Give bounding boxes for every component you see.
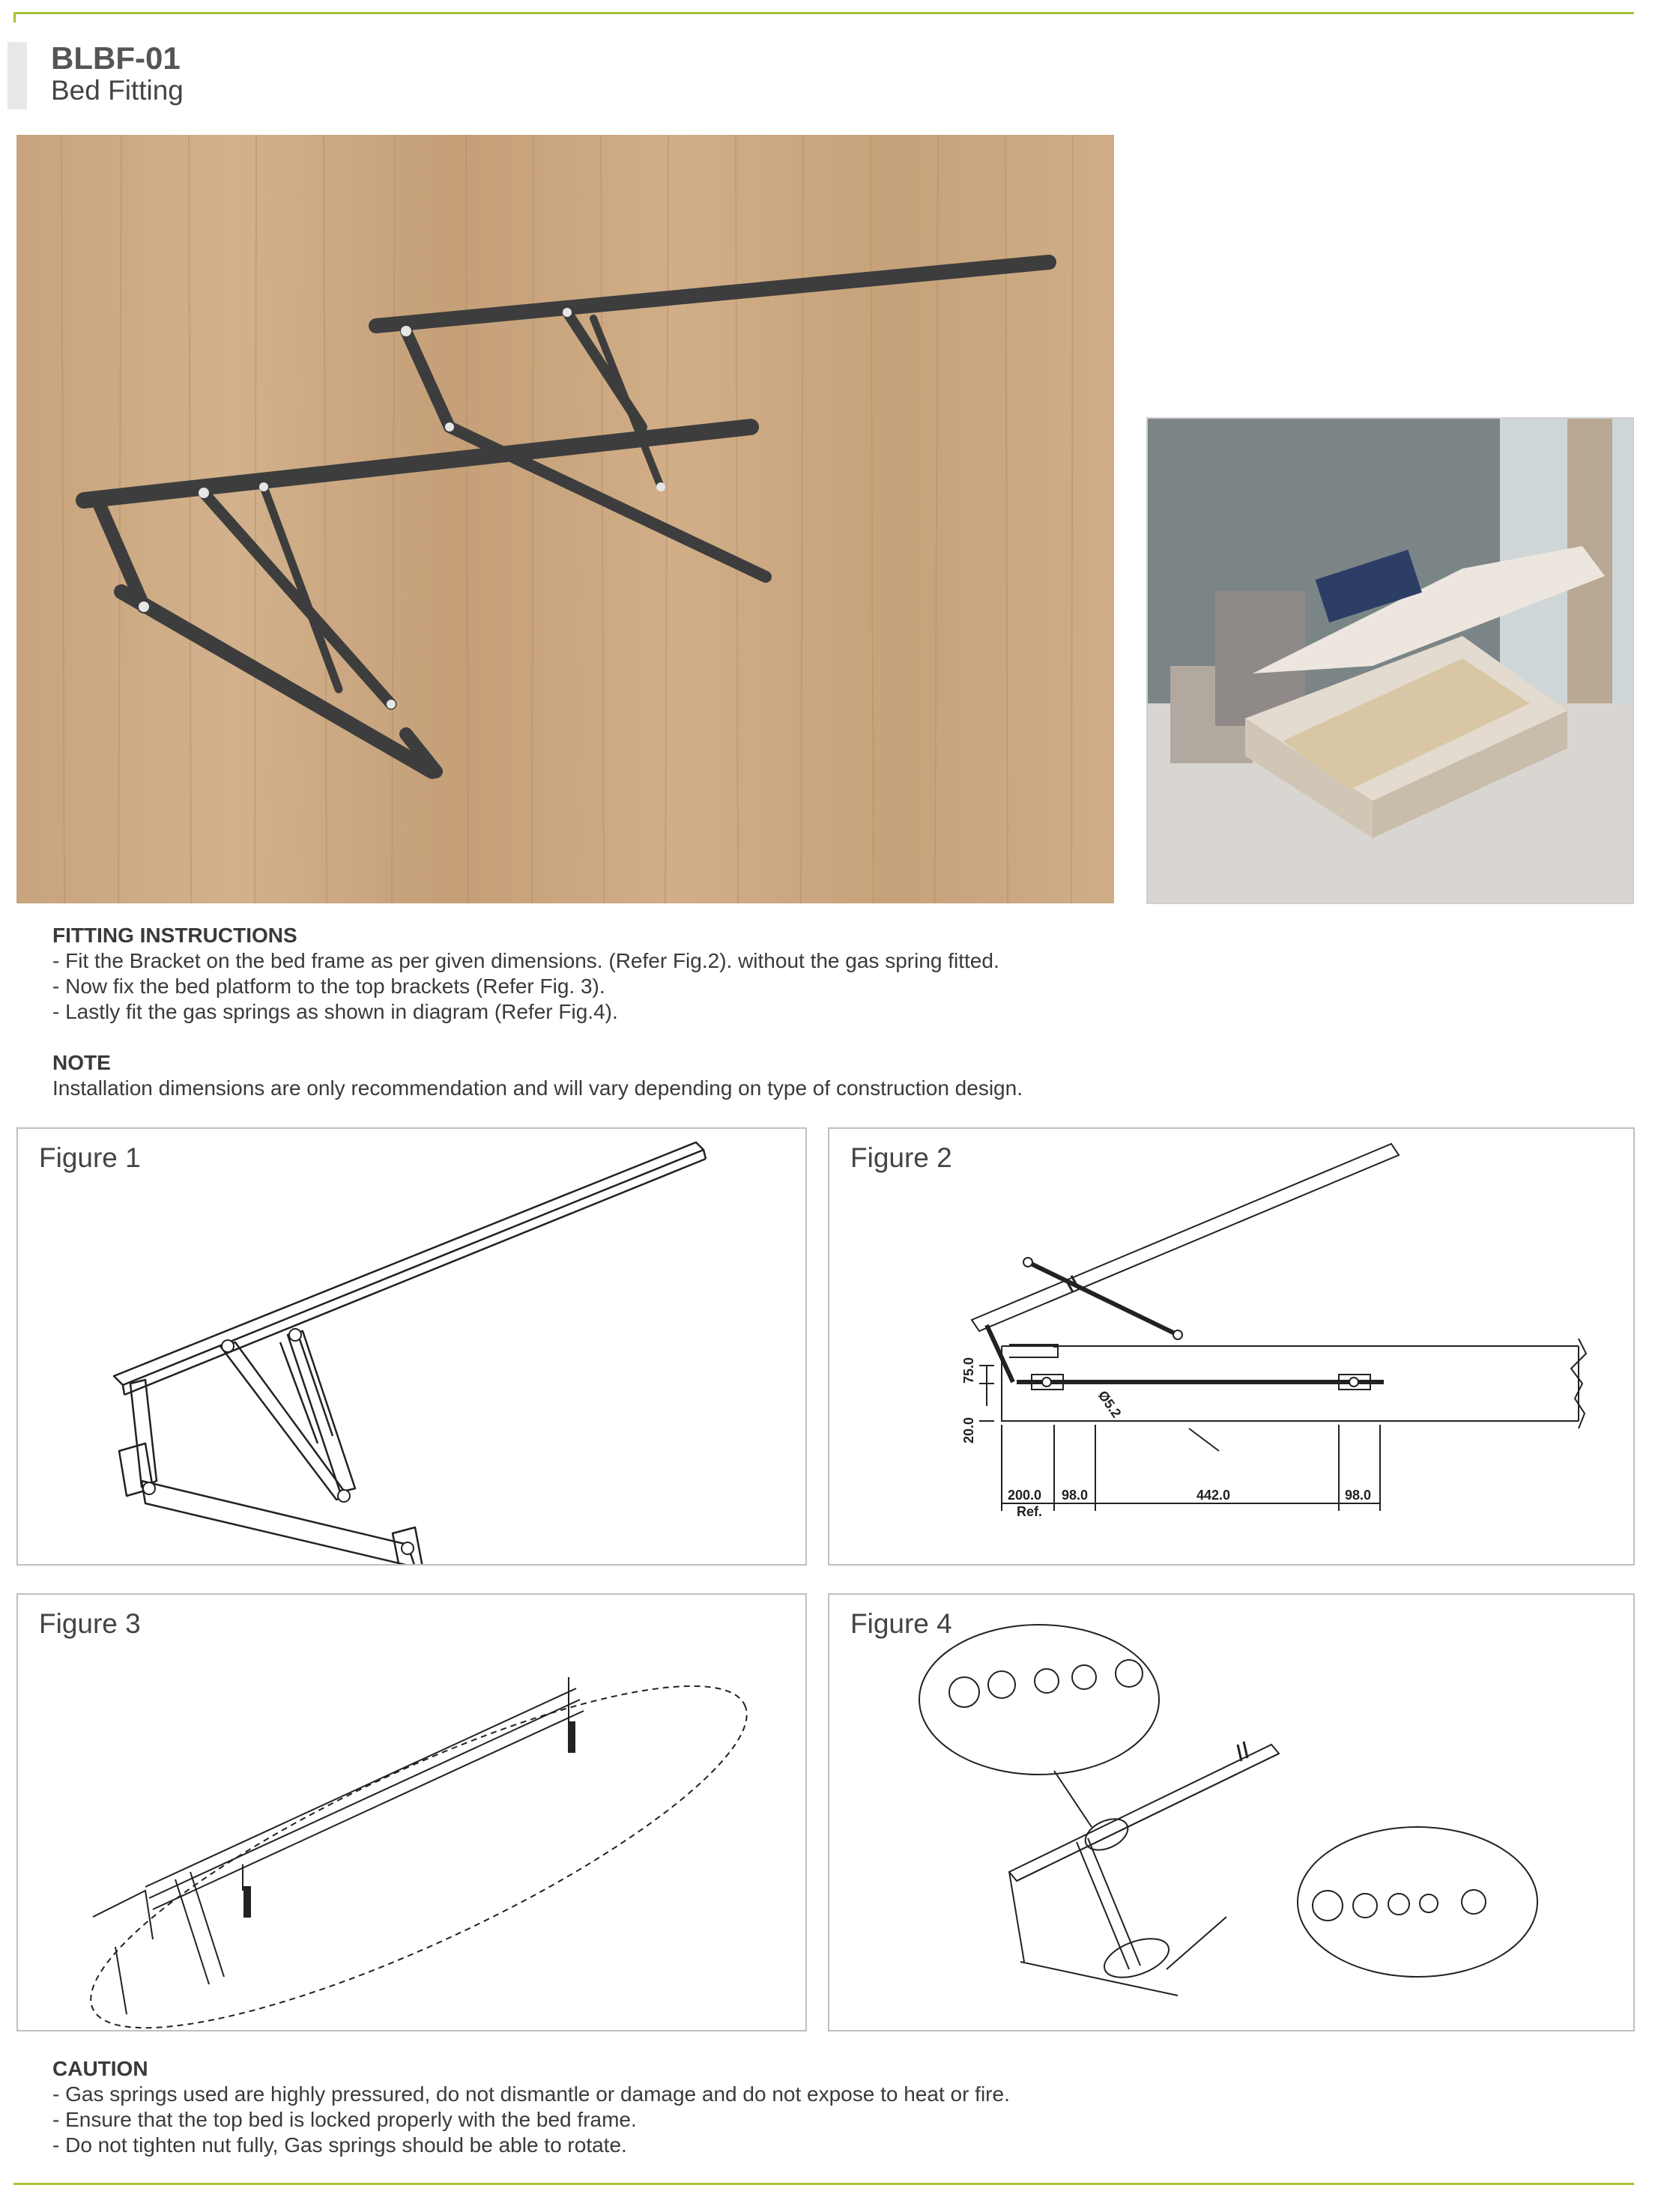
- dim-200: 200.0: [1008, 1488, 1042, 1503]
- note-section: [52, 1050, 1023, 1101]
- top-rule-corner: [13, 12, 16, 22]
- bracket-illustration: [16, 135, 1114, 903]
- figure-1-drawing: [18, 1129, 807, 1566]
- figure-2-label: Figure 2: [850, 1142, 952, 1173]
- dim-75: 75.0: [961, 1357, 976, 1384]
- figure-3-panel: [16, 1593, 807, 2031]
- caution-line: - Do not tighten nut fully, Gas springs should be able to rotate.: [52, 2133, 627, 2157]
- caution-line: - Ensure that the top bed is locked properly with the bed frame.: [52, 2108, 637, 2131]
- dim-98-left: 98.0: [1062, 1488, 1089, 1503]
- product-photo-bracket: [16, 135, 1114, 903]
- product-subtitle: Bed Fitting: [51, 75, 184, 106]
- title-marker-bar: [7, 42, 27, 109]
- product-code: BLBF-01: [51, 40, 181, 76]
- figure-3-drawing: [18, 1595, 807, 2031]
- figure-1-label: Figure 1: [39, 1142, 141, 1173]
- caution-section: [52, 2056, 1010, 2158]
- bottom-rule: [13, 2183, 1634, 2185]
- dim-ref: Ref.: [1017, 1504, 1043, 1519]
- caution-line: - Gas springs used are highly pressured, do not dismantle or damage and do not expose to heat or fire.: [52, 2082, 1010, 2106]
- figure-3-label: Figure 3: [39, 1608, 141, 1639]
- note-heading: NOTE: [52, 1051, 111, 1074]
- fitting-instructions: [52, 923, 999, 1025]
- caution-heading: CAUTION: [52, 2057, 148, 2080]
- dim-98-right: 98.0: [1345, 1488, 1372, 1503]
- figure-4-panel: [828, 1593, 1635, 2031]
- dim-hole: Ø5.2: [1095, 1387, 1125, 1421]
- figure-2-panel: [828, 1127, 1635, 1566]
- fitting-instructions-heading: FITTING INSTRUCTIONS: [52, 924, 297, 947]
- dim-20: 20.0: [961, 1416, 976, 1443]
- product-photo-bed: [1146, 417, 1634, 904]
- bed-illustration: [1148, 419, 1634, 904]
- figure-2-drawing: [829, 1129, 1635, 1566]
- figure-4-label: Figure 4: [850, 1608, 952, 1639]
- figure-1-panel: [16, 1127, 807, 1566]
- instruction-line: - Fit the Bracket on the bed frame as per given dimensions. (Refer Fig.2). without the gas spring fitted.: [52, 949, 999, 972]
- instruction-line: - Now fix the bed platform to the top brackets (Refer Fig. 3).: [52, 975, 605, 998]
- dim-442: 442.0: [1196, 1488, 1231, 1503]
- instruction-line: - Lastly fit the gas springs as shown in diagram (Refer Fig.4).: [52, 1000, 618, 1023]
- top-rule: [13, 12, 1634, 14]
- figure-4-drawing: [829, 1595, 1635, 2031]
- note-text: Installation dimensions are only recommendation and will vary depending on type of construction design.: [52, 1076, 1023, 1100]
